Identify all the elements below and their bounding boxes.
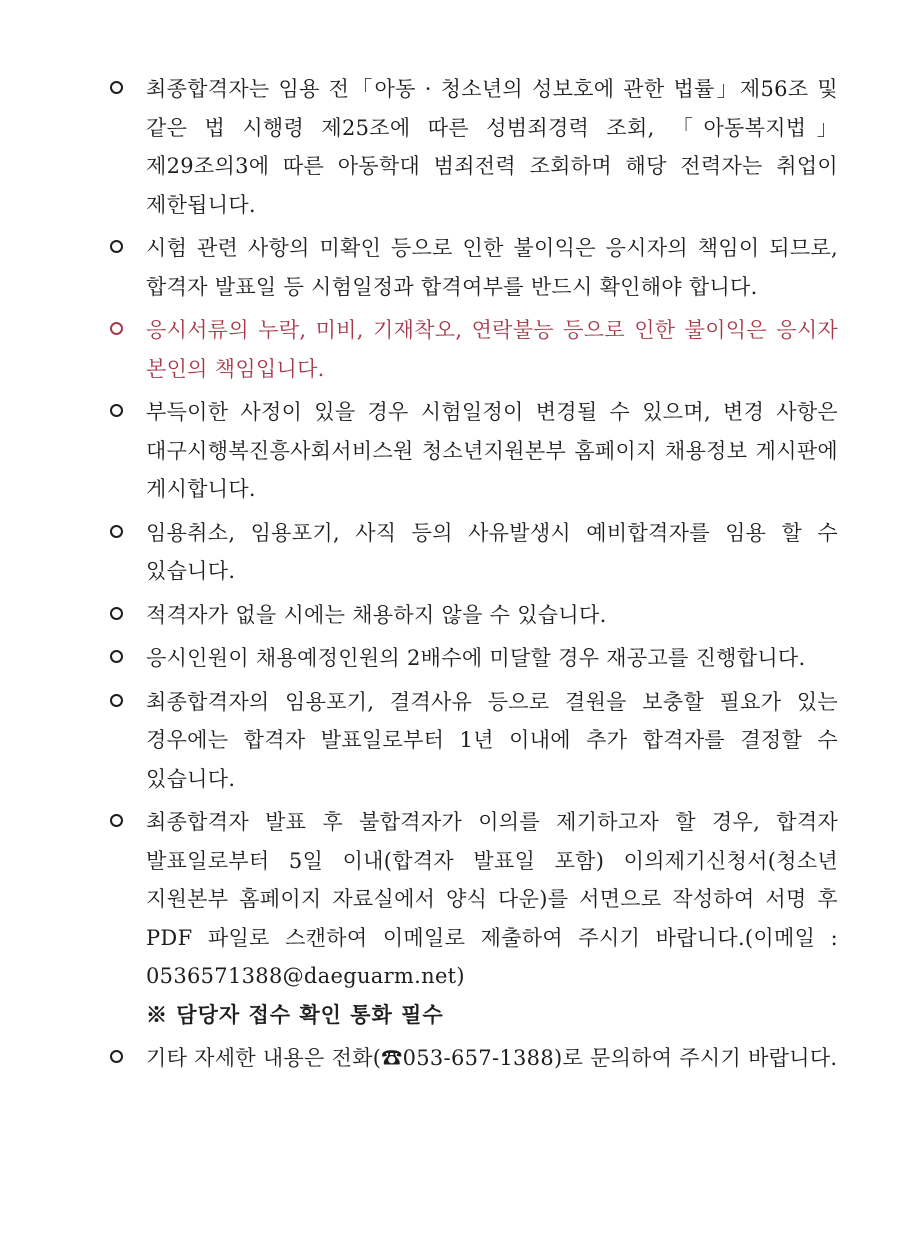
notice-item-document-errors bbox=[108, 311, 838, 388]
notice-text: 부득이한 사정이 있을 경우 시험일정이 변경될 수 있으며, 변경 사항은 대구시행복진흥사회서비스원 청소년지원본부 홈페이지 채용정보 게시판에 게시합니다. bbox=[146, 400, 838, 501]
notice-list bbox=[108, 70, 838, 1083]
circle-bullet-icon bbox=[110, 404, 123, 417]
notice-item-additional-hire bbox=[108, 683, 838, 799]
notice-text: 최종합격자 발표 후 불합격자가 이의를 제기하고자 할 경우, 합격자 발표일로부터 5일 이내(합격자 발표일 포함) 이의제기신청서(청소년 지원본부 홈페이지 자료실에서 양식 다운)를 서면으로 작성하여 서명 후 PDF 파일로 스캔하여 이메일로 제출하여 주시기 바랍니다.(이메일 : 0536571388@daeguarm.net) bbox=[146, 810, 838, 988]
circle-bullet-icon bbox=[110, 81, 123, 94]
notice-item-no-hire bbox=[108, 596, 838, 635]
notice-text: 임용취소, 임용포기, 사직 등의 사유발생시 예비합격자를 임용 할 수 있습니다. bbox=[146, 520, 838, 583]
circle-bullet-icon bbox=[110, 1050, 123, 1063]
circle-bullet-icon bbox=[110, 814, 123, 827]
notice-item-schedule-change bbox=[108, 393, 838, 509]
notice-item-contact bbox=[108, 1039, 838, 1078]
notice-text: 적격자가 없을 시에는 채용하지 않을 수 있습니다. bbox=[146, 602, 607, 627]
notice-text: 응시인원이 채용예정인원의 2배수에 미달할 경우 재공고를 진행합니다. bbox=[146, 646, 806, 670]
notice-item-re-announcement bbox=[108, 639, 838, 678]
notice-sub-note: ※ 담당자 접수 확인 통화 필수 bbox=[146, 1001, 444, 1027]
notice-item-applicant-responsibility bbox=[108, 229, 838, 306]
circle-bullet-icon bbox=[110, 650, 123, 663]
circle-bullet-icon bbox=[110, 322, 123, 335]
notice-text: 최종합격자의 임용포기, 결격사유 등으로 결원을 보충할 필요가 있는 경우에는 합격자 발표일로부터 1년 이내에 추가 합격자를 결정할 수 있습니다. bbox=[146, 689, 838, 791]
circle-bullet-icon bbox=[110, 694, 123, 707]
circle-bullet-icon bbox=[110, 525, 123, 538]
notice-item-objection bbox=[108, 803, 838, 1034]
notice-item-criminal-record-check bbox=[108, 70, 838, 224]
circle-bullet-icon bbox=[110, 240, 123, 253]
notice-text: 시험 관련 사항의 미확인 등으로 인한 불이익은 응시자의 책임이 되므로, 합격자 발표일 등 시험일정과 합격여부를 반드시 확인해야 합니다. bbox=[146, 236, 838, 299]
circle-bullet-icon bbox=[110, 607, 123, 620]
notice-text: 최종합격자는 임용 전「아동 · 청소년의 성보호에 관한 법률」제56조 및 같은 법 시행령 제25조에 따른 성범죄경력 조회, 「아동복지법」제29조의3에 따른 아동학대 범죄전력 조회하며 해당 전력자는 취업이 제한됩니다. bbox=[146, 77, 838, 217]
notice-item-reserve-candidates bbox=[108, 514, 838, 591]
notice-text: 기타 자세한 내용은 전화(☎053-657-1388)로 문의하여 주시기 바랍니다. bbox=[146, 1046, 838, 1070]
notice-text: 응시서류의 누락, 미비, 기재착오, 연락불능 등으로 인한 불이익은 응시자 본인의 책임입니다. bbox=[146, 318, 838, 381]
